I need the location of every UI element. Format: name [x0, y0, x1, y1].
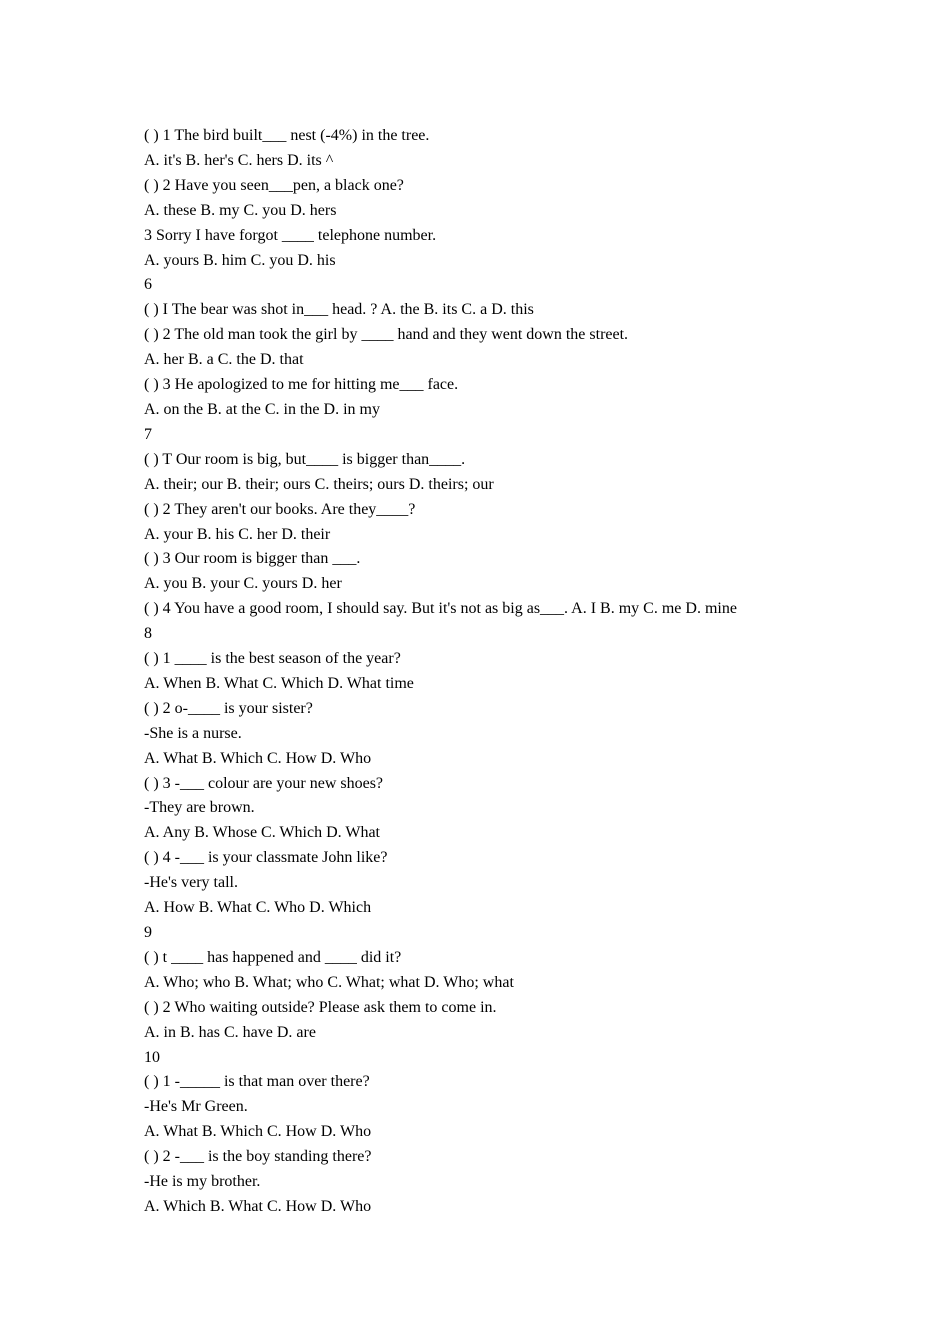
answer-options: A. it's B. her's C. hers D. its ^ [144, 151, 334, 169]
question-line: ( ) 3 Our room is bigger than ___. [144, 550, 361, 568]
answer-options: A. Which B. What C. How D. Who [144, 1197, 372, 1215]
section-number: 9 [144, 924, 152, 941]
question-line: ( ) 3 -___ colour are your new shoes? [144, 774, 384, 792]
question-line: ( ) 2 They aren't our books. Are they____? [144, 500, 416, 518]
question-line: ( ) 2 o-____ is your sister? [144, 699, 313, 717]
answer-options: A. Any B. Whose C. Which D. What [144, 824, 380, 842]
answer-options: A. on the B. at the C. in the D. in my [144, 400, 380, 418]
section-number: 8 [144, 625, 152, 643]
question-line: ( ) 1 -_____ is that man over there? [144, 1073, 370, 1091]
dialogue-response: -He is my brother. [144, 1173, 261, 1191]
question-line: ( ) 4 -___ is your classmate John like? [144, 849, 388, 867]
document-body [144, 124, 924, 1220]
question-line: 3 Sorry I have forgot ____ telephone number. [144, 226, 437, 244]
question-line: ( ) 3 He apologized to me for hitting me___ face. [144, 376, 459, 394]
question-line: ( ) 2 Who waiting outside? Please ask them to come in. [144, 998, 497, 1016]
answer-options: A. these B. my C. you D. hers [144, 201, 337, 219]
dialogue-response: -They are brown. [144, 799, 255, 817]
section-number: 10 [144, 1048, 160, 1066]
question-line: ( ) 2 Have you seen___pen, a black one? [144, 176, 404, 194]
question-line: ( ) 1 The bird built___ nest (-4%) in the tree. [144, 127, 430, 144]
answer-options: A. When B. What C. Which D. What time [144, 674, 414, 692]
answer-options: A. her B. a C. the D. that [144, 351, 304, 369]
question-line: ( ) 1 ____ is the best season of the year? [144, 650, 401, 668]
answer-options: A. you B. your C. yours D. her [144, 575, 342, 593]
answer-options: A. your B. his C. her D. their [144, 525, 331, 543]
question-line: ( ) 2 -___ is the boy standing there? [144, 1148, 372, 1166]
question-line: ( ) t ____ has happened and ____ did it? [144, 948, 402, 966]
answer-options: A. What B. Which C. How D. Who [144, 1123, 372, 1141]
question-line: ( ) I The bear was shot in___ head. ? A. the B. its C. a D. this [144, 301, 534, 319]
answer-options: A. in B. has C. have D. are [144, 1023, 316, 1041]
dialogue-response: -She is a nurse. [144, 724, 242, 742]
dialogue-response: -He's very tall. [144, 874, 238, 892]
answer-options: A. yours B. him C. you D. his [144, 251, 336, 269]
section-number: 7 [144, 425, 152, 443]
question-line: ( ) 2 The old man took the girl by ____ hand and they went down the street. [144, 326, 629, 344]
answer-options: A. How B. What C. Who D. Which [144, 899, 372, 917]
answer-options: A. What B. Which C. How D. Who [144, 749, 372, 767]
question-line: ( ) T Our room is big, but____ is bigger than____. [144, 450, 466, 468]
answer-options: A. Who; who B. What; who C. What; what D. Who; what [144, 973, 514, 991]
dialogue-response: -He's Mr Green. [144, 1098, 248, 1116]
question-line: ( ) 4 You have a good room, I should say. But it's not as big as___. A. I B. my C. me D. mine [144, 600, 737, 618]
section-number: 6 [144, 276, 152, 294]
answer-options: A. their; our B. their; ours C. theirs; ours D. theirs; our [144, 475, 494, 493]
